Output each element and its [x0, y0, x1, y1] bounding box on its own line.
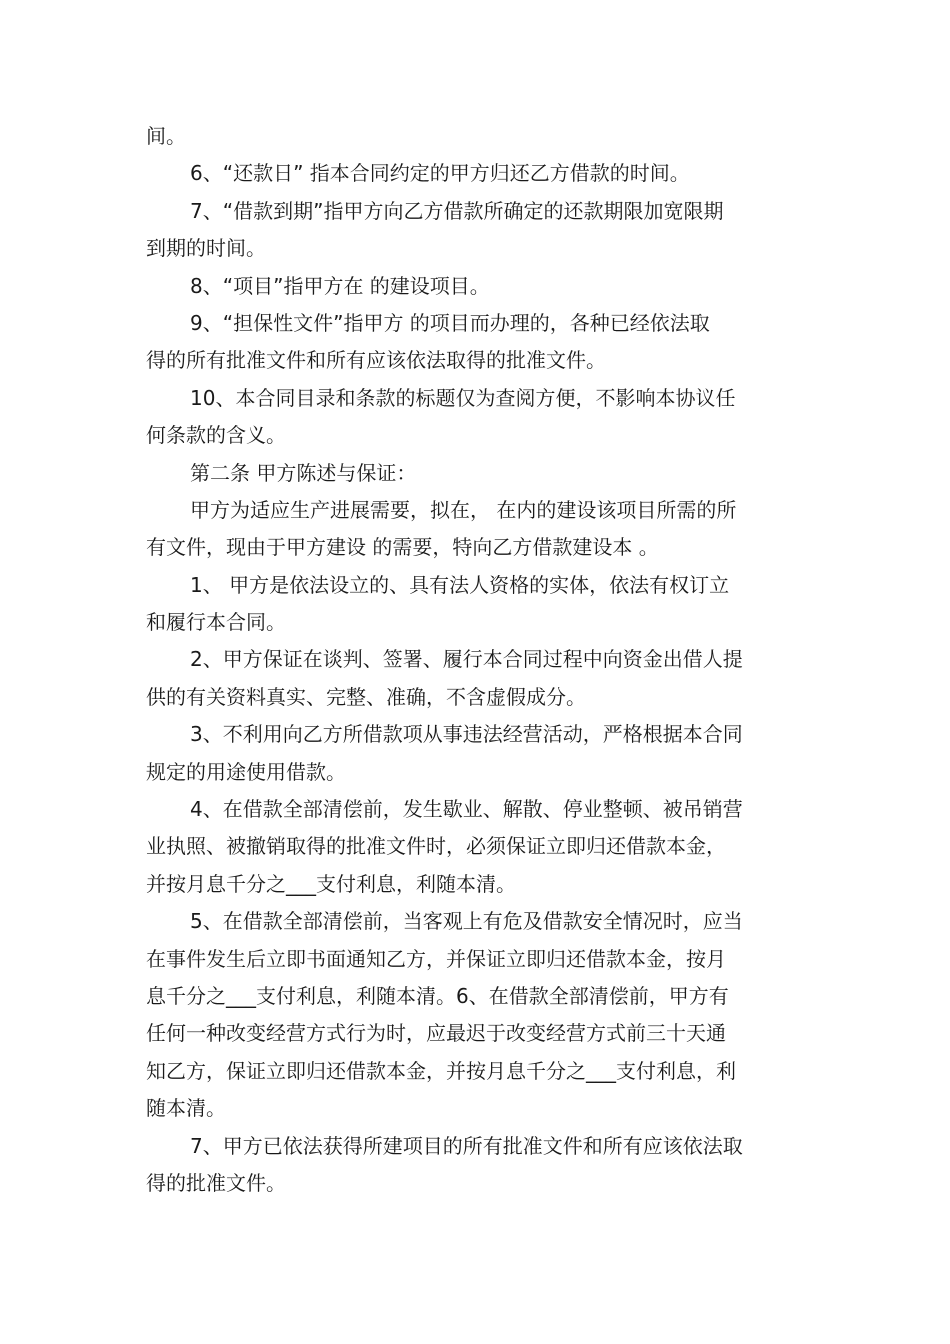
text-line: 知乙方，保证立即归还借款本金，并按月息千分之___支付利息，利 — [146, 1058, 736, 1083]
text-line: 息千分之___支付利息，利随本清。6、在借款全部清偿前，甲方有 — [146, 983, 729, 1008]
text-line: 在事件发生后立即书面通知乙方，并保证立即归还借款本金，按月 — [146, 946, 726, 971]
text-line: 规定的用途使用借款。 — [146, 759, 346, 784]
text-line: 间。 — [146, 124, 186, 148]
text-line: 业执照、被撤销取得的批准文件时，必须保证立即归还借款本金， — [146, 834, 726, 859]
text-line: 到期的时间。 — [146, 236, 266, 261]
text-line: 甲方为适应生产进展需要，拟在， 在内的建设该项目所需的所 — [190, 497, 737, 522]
text-line: 7、甲方已依法获得所建项目的所有批准文件和所有应该依法取 — [190, 1133, 743, 1158]
text-line: 和履行本合同。 — [146, 610, 286, 635]
text-line: 2、甲方保证在谈判、签署、履行本合同过程中向资金出借人提 — [190, 647, 743, 672]
text-line: 第二条 甲方陈述与保证： — [190, 460, 417, 485]
text-line: 10、本合同目录和条款的标题仅为查阅方便，不影响本协议任 — [190, 385, 736, 410]
text-line: 3、不利用向乙方所借款项从事违法经营活动，严格根据本合同 — [190, 722, 743, 747]
text-line: 1、 甲方是依法设立的、具有法人资格的实体，依法有权订立 — [190, 572, 730, 597]
text-line: 8、“项目”指甲方在 的建设项目。 — [190, 273, 490, 298]
text-line: 7、“借款到期”指甲方向乙方借款所确定的还款期限加宽限期 — [190, 198, 724, 223]
text-line: 随本清。 — [146, 1096, 226, 1121]
text-line: 任何一种改变经营方式行为时，应最迟于改变经营方式前三十天通 — [146, 1021, 726, 1046]
text-line: 4、在借款全部清偿前，发生歇业、解散、停业整顿、被吊销营 — [190, 797, 743, 822]
text-line: 得的所有批准文件和所有应该依法取得的批准文件。 — [146, 348, 606, 373]
text-line: 并按月息千分之___支付利息，利随本清。 — [146, 871, 516, 896]
text-line: 供的有关资料真实、完整、准确，不含虚假成分。 — [146, 684, 586, 709]
document-body — [146, 118, 806, 1202]
text-line: 得的批准文件。 — [146, 1170, 286, 1195]
text-line: 9、“担保性文件”指甲方 的项目而办理的，各种已经依法取 — [190, 310, 710, 335]
text-line: 何条款的含义。 — [146, 423, 286, 448]
text-line: 5、在借款全部清偿前，当客观上有危及借款安全情况时，应当 — [190, 909, 743, 934]
text-line: 6、“还款日” 指本合同约定的甲方归还乙方借款的时间。 — [190, 161, 690, 186]
text-line: 有文件，现由于甲方建设 的需要，特向乙方借款建设本 。 — [146, 535, 659, 560]
